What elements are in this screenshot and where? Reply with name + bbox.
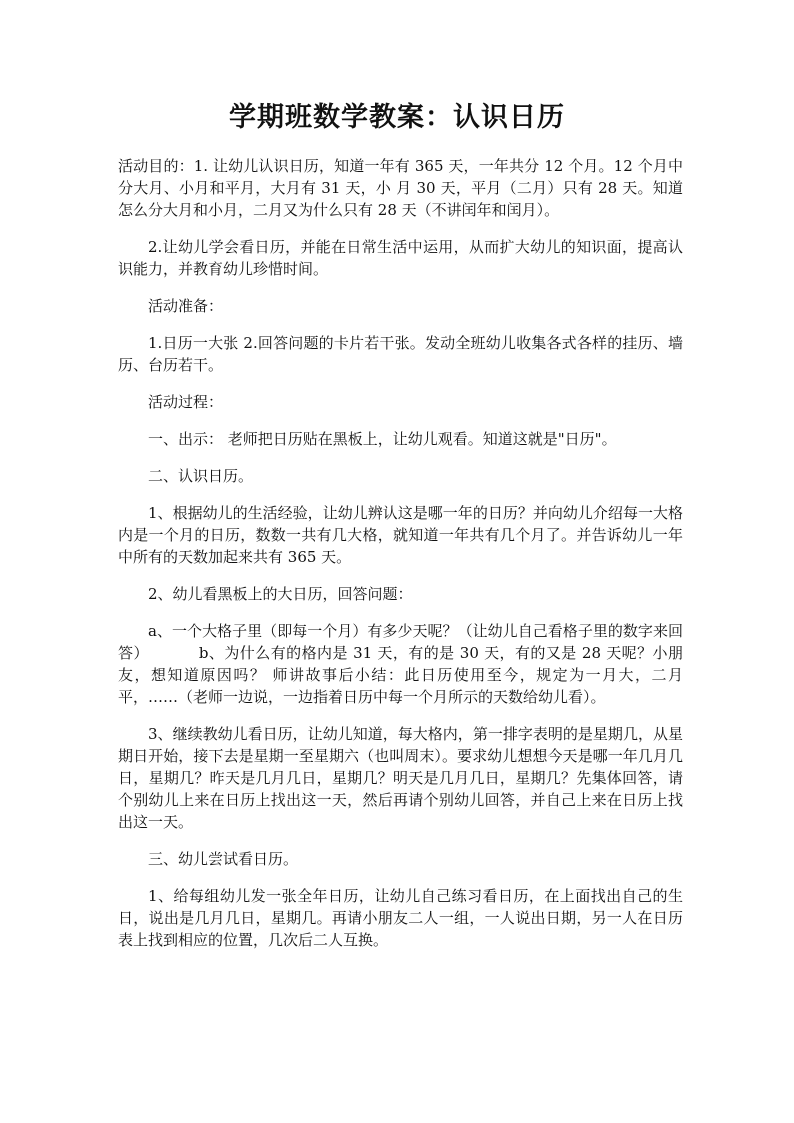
paragraph-preparation: 1.日历一大张 2.回答问题的卡片若干张。发动全班幼儿收集各式各样的挂历、墙历、台历若干。: [118, 334, 683, 374]
question-b: b、为什么有的格内是 31 天，有的是 30 天，有的又是 28 天呢？小朋友，想知道原因吗？ 师讲故事后小结：此日历使用至今，规定为一月大，二月平，……（老师一边说，一边指着日历中每一个月所示的天数给幼儿看）。: [118, 644, 683, 706]
question-a: a、一个大格子里（即每一个月）有多少天呢？（让幼儿自己看格子里的数字来回答）: [118, 622, 683, 662]
paragraph-step-3: 三、幼儿尝试看日历。: [148, 850, 299, 868]
paragraph-questions: [118, 620, 683, 708]
document-body: [118, 155, 683, 966]
paragraph-activity-goal: 活动目的：1. 让幼儿认识日历，知道一年有 365 天，一年共分 12 个月。12 个月中分大月、小月和平月，大月有 31 天，小 月 30 天，平月（二月）只有 28 天。知道怎么分大月和小月，二月又为什么只有 28 天（不讲闰年和闰月）。: [118, 157, 683, 219]
heading-activity-preparation: 活动准备：: [148, 297, 224, 315]
paragraph-goal-2: 2.让幼儿学会看日历，并能在日常生活中运用，从而扩大幼儿的知识面，提高认识能力，并教育幼儿珍惜时间。: [118, 238, 683, 278]
heading-activity-process: 活动过程：: [148, 393, 224, 411]
paragraph-step-1: 一、出示： 老师把日历贴在黑板上，让幼儿观看。知道这就是"日历"。: [148, 430, 617, 448]
paragraph-step-2-1: 1、根据幼儿的生活经验，让幼儿辨认这是哪一年的日历？并向幼儿介绍每一大格内是一个月的日历，数数一共有几大格，就知道一年共有几个月了。并告诉幼儿一年中所有的天数加起来共有 365 天。: [118, 504, 683, 566]
paragraph-step-3-1: 1、给每组幼儿发一张全年日历，让幼儿自己练习看日历，在上面找出自己的生日，说出是几月几日，星期几。再请小朋友二人一组，一人说出日期，另一人在日历表上找到相应的位置，几次后二人互换。: [118, 887, 683, 949]
paragraph-step-2-2: 2、幼儿看黑板上的大日历，回答问题：: [148, 585, 413, 603]
paragraph-step-2-3: 3、继续教幼儿看日历，让幼儿知道，每大格内，第一排字表明的是星期几，从星期日开始，接下去是星期一至星期六（也叫周末）。要求幼儿想想今天是哪一年几月几日，星期几？昨天是几月几日，星期几？明天是几月几日，星期几？先集体回答，请个别幼儿上来在日历上找出这一天，然后再请个别幼儿回答，并自己上来在日历上找出这一天。: [118, 725, 683, 831]
document-title: 学期班数学教案：认识日历: [229, 102, 565, 133]
paragraph-step-2: 二、认识日历。: [148, 467, 254, 485]
